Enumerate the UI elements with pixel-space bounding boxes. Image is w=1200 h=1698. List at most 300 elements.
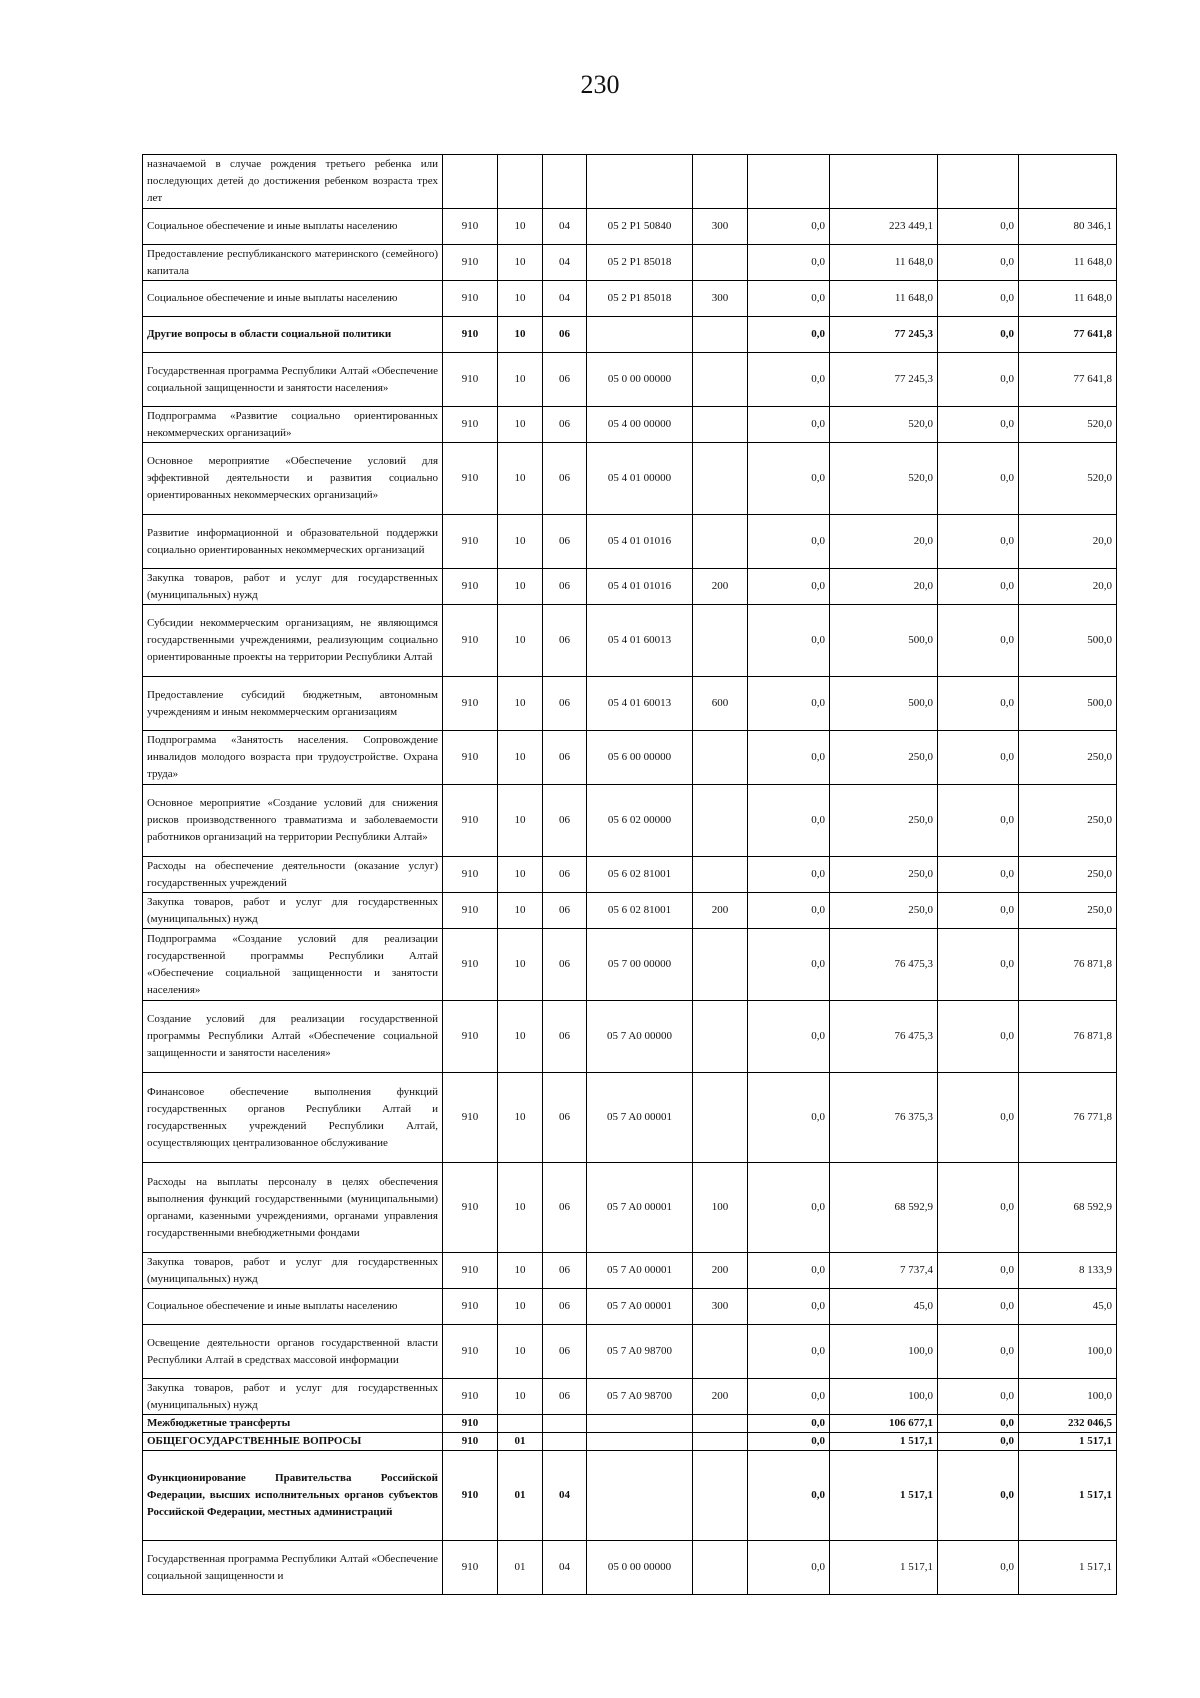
subsection-code: 06 bbox=[543, 677, 587, 731]
amount-col-2: 77 245,3 bbox=[830, 317, 938, 353]
amount-col-1: 0,0 bbox=[748, 569, 830, 605]
table-row bbox=[143, 1073, 1117, 1163]
amount-col-3: 0,0 bbox=[938, 857, 1019, 893]
target-article-code bbox=[587, 155, 693, 209]
amount-col-2: 100,0 bbox=[830, 1379, 938, 1415]
expense-type-code bbox=[693, 605, 748, 677]
amount-col-1: 0,0 bbox=[748, 1379, 830, 1415]
amount-col-2: 11 648,0 bbox=[830, 245, 938, 281]
amount-col-3: 0,0 bbox=[938, 1325, 1019, 1379]
amount-col-4: 11 648,0 bbox=[1019, 245, 1117, 281]
expense-type-code bbox=[693, 785, 748, 857]
target-article-code: 05 2 P1 85018 bbox=[587, 281, 693, 317]
amount-col-2: 1 517,1 bbox=[830, 1433, 938, 1451]
expense-type-code bbox=[693, 857, 748, 893]
target-article-code bbox=[587, 1433, 693, 1451]
item-name: Расходы на обеспечение деятельности (оказание услуг) государственных учреждений bbox=[143, 857, 443, 893]
amount-col-1: 0,0 bbox=[748, 893, 830, 929]
section-code: 10 bbox=[498, 1379, 543, 1415]
table-row bbox=[143, 1541, 1117, 1595]
item-name: Закупка товаров, работ и услуг для государственных (муниципальных) нужд bbox=[143, 1379, 443, 1415]
amount-col-3: 0,0 bbox=[938, 1433, 1019, 1451]
section-code: 10 bbox=[498, 1253, 543, 1289]
amount-col-2: 250,0 bbox=[830, 893, 938, 929]
section-code: 10 bbox=[498, 407, 543, 443]
amount-col-4: 80 346,1 bbox=[1019, 209, 1117, 245]
amount-col-4: 77 641,8 bbox=[1019, 353, 1117, 407]
amount-col-2: 76 475,3 bbox=[830, 1001, 938, 1073]
amount-col-2: 250,0 bbox=[830, 731, 938, 785]
expense-type-code bbox=[693, 929, 748, 1001]
subsection-code: 06 bbox=[543, 785, 587, 857]
target-article-code: 05 2 P1 50840 bbox=[587, 209, 693, 245]
amount-col-3: 0,0 bbox=[938, 317, 1019, 353]
target-article-code: 05 7 A0 00001 bbox=[587, 1073, 693, 1163]
section-code: 10 bbox=[498, 1073, 543, 1163]
section-code: 10 bbox=[498, 317, 543, 353]
section-code: 10 bbox=[498, 1325, 543, 1379]
expense-type-code bbox=[693, 1451, 748, 1541]
subsection-code: 06 bbox=[543, 1073, 587, 1163]
amount-col-3: 0,0 bbox=[938, 1415, 1019, 1433]
amount-col-3: 0,0 bbox=[938, 1289, 1019, 1325]
glav-code: 910 bbox=[443, 893, 498, 929]
item-name: Подпрограмма «Создание условий для реализации государственной программы Республики Алтай «Обеспечение социальной защищенности и занятости населения» bbox=[143, 929, 443, 1001]
item-name: Социальное обеспечение и иные выплаты населению bbox=[143, 1289, 443, 1325]
expense-type-code bbox=[693, 731, 748, 785]
item-name: Межбюджетные трансферты bbox=[143, 1415, 443, 1433]
amount-col-4: 20,0 bbox=[1019, 569, 1117, 605]
expense-type-code: 300 bbox=[693, 209, 748, 245]
amount-col-3: 0,0 bbox=[938, 407, 1019, 443]
expense-type-code bbox=[693, 317, 748, 353]
glav-code: 910 bbox=[443, 1289, 498, 1325]
section-code: 10 bbox=[498, 1001, 543, 1073]
target-article-code: 05 6 02 00000 bbox=[587, 785, 693, 857]
amount-col-1: 0,0 bbox=[748, 1073, 830, 1163]
amount-col-1: 0,0 bbox=[748, 857, 830, 893]
amount-col-2: 520,0 bbox=[830, 443, 938, 515]
section-code: 01 bbox=[498, 1451, 543, 1541]
amount-col-4: 100,0 bbox=[1019, 1379, 1117, 1415]
table-row bbox=[143, 857, 1117, 893]
subsection-code: 04 bbox=[543, 281, 587, 317]
section-code: 10 bbox=[498, 893, 543, 929]
section-code: 10 bbox=[498, 245, 543, 281]
section-code: 10 bbox=[498, 281, 543, 317]
amount-col-3: 0,0 bbox=[938, 929, 1019, 1001]
glav-code: 910 bbox=[443, 605, 498, 677]
section-code: 10 bbox=[498, 857, 543, 893]
table-body bbox=[143, 155, 1117, 1595]
amount-col-1: 0,0 bbox=[748, 443, 830, 515]
amount-col-2: 76 375,3 bbox=[830, 1073, 938, 1163]
glav-code: 910 bbox=[443, 1541, 498, 1595]
expense-type-code: 100 bbox=[693, 1163, 748, 1253]
section-code: 10 bbox=[498, 785, 543, 857]
amount-col-2: 106 677,1 bbox=[830, 1415, 938, 1433]
amount-col-4: 1 517,1 bbox=[1019, 1541, 1117, 1595]
item-name: Создание условий для реализации государственной программы Республики Алтай «Обеспечение социальной защищенности и занятости населения» bbox=[143, 1001, 443, 1073]
amount-col-3: 0,0 bbox=[938, 1451, 1019, 1541]
subsection-code: 06 bbox=[543, 1289, 587, 1325]
amount-col-4: 76 871,8 bbox=[1019, 929, 1117, 1001]
expense-type-code bbox=[693, 245, 748, 281]
amount-col-4: 77 641,8 bbox=[1019, 317, 1117, 353]
amount-col-4: 250,0 bbox=[1019, 857, 1117, 893]
amount-col-1: 0,0 bbox=[748, 1415, 830, 1433]
item-name: Государственная программа Республики Алтай «Обеспечение социальной защищенности и занятости населения» bbox=[143, 353, 443, 407]
target-article-code bbox=[587, 1451, 693, 1541]
glav-code: 910 bbox=[443, 569, 498, 605]
section-code: 10 bbox=[498, 605, 543, 677]
subsection-code: 04 bbox=[543, 1451, 587, 1541]
table-row bbox=[143, 1415, 1117, 1433]
glav-code: 910 bbox=[443, 1379, 498, 1415]
table-row bbox=[143, 785, 1117, 857]
glav-code: 910 bbox=[443, 785, 498, 857]
glav-code: 910 bbox=[443, 1325, 498, 1379]
glav-code: 910 bbox=[443, 353, 498, 407]
expense-type-code bbox=[693, 1541, 748, 1595]
item-name: Развитие информационной и образовательной поддержки социально ориентированных некоммерческих организаций bbox=[143, 515, 443, 569]
amount-col-1 bbox=[748, 155, 830, 209]
amount-col-1: 0,0 bbox=[748, 1451, 830, 1541]
amount-col-2: 223 449,1 bbox=[830, 209, 938, 245]
amount-col-4: 11 648,0 bbox=[1019, 281, 1117, 317]
amount-col-3: 0,0 bbox=[938, 893, 1019, 929]
table-row bbox=[143, 281, 1117, 317]
amount-col-4: 520,0 bbox=[1019, 443, 1117, 515]
section-code: 10 bbox=[498, 677, 543, 731]
target-article-code: 05 7 A0 00001 bbox=[587, 1163, 693, 1253]
section-code: 10 bbox=[498, 443, 543, 515]
glav-code: 910 bbox=[443, 929, 498, 1001]
amount-col-3: 0,0 bbox=[938, 353, 1019, 407]
amount-col-4: 76 871,8 bbox=[1019, 1001, 1117, 1073]
expense-type-code bbox=[693, 155, 748, 209]
table-row bbox=[143, 209, 1117, 245]
section-code: 10 bbox=[498, 515, 543, 569]
target-article-code: 05 6 02 81001 bbox=[587, 893, 693, 929]
subsection-code: 04 bbox=[543, 209, 587, 245]
table-row bbox=[143, 677, 1117, 731]
expense-type-code bbox=[693, 407, 748, 443]
amount-col-1: 0,0 bbox=[748, 515, 830, 569]
expense-type-code bbox=[693, 353, 748, 407]
target-article-code: 05 0 00 00000 bbox=[587, 353, 693, 407]
glav-code: 910 bbox=[443, 443, 498, 515]
target-article-code: 05 6 00 00000 bbox=[587, 731, 693, 785]
amount-col-3: 0,0 bbox=[938, 1001, 1019, 1073]
amount-col-3: 0,0 bbox=[938, 569, 1019, 605]
section-code bbox=[498, 155, 543, 209]
amount-col-3: 0,0 bbox=[938, 1379, 1019, 1415]
item-name: Основное мероприятие «Обеспечение условий для эффективной деятельности и развития социально ориентированных некоммерческих организаций» bbox=[143, 443, 443, 515]
amount-col-2: 520,0 bbox=[830, 407, 938, 443]
glav-code: 910 bbox=[443, 1073, 498, 1163]
amount-col-3: 0,0 bbox=[938, 245, 1019, 281]
amount-col-1: 0,0 bbox=[748, 1541, 830, 1595]
glav-code: 910 bbox=[443, 515, 498, 569]
item-name: Закупка товаров, работ и услуг для государственных (муниципальных) нужд bbox=[143, 1253, 443, 1289]
item-name: Предоставление республиканского материнского (семейного) капитала bbox=[143, 245, 443, 281]
glav-code: 910 bbox=[443, 857, 498, 893]
table-row bbox=[143, 731, 1117, 785]
item-name: Освещение деятельности органов государственной власти Республики Алтай в средствах массовой информации bbox=[143, 1325, 443, 1379]
table-row bbox=[143, 1253, 1117, 1289]
amount-col-3: 0,0 bbox=[938, 281, 1019, 317]
amount-col-3: 0,0 bbox=[938, 1253, 1019, 1289]
amount-col-4 bbox=[1019, 155, 1117, 209]
item-name: Государственная программа Республики Алтай «Обеспечение социальной защищенности и bbox=[143, 1541, 443, 1595]
table-row bbox=[143, 1451, 1117, 1541]
amount-col-3: 0,0 bbox=[938, 209, 1019, 245]
table-row bbox=[143, 1433, 1117, 1451]
expense-type-code bbox=[693, 1433, 748, 1451]
item-name: назначаемой в случае рождения третьего ребенка или последующих детей до достижения ребенком возраста трех лет bbox=[143, 155, 443, 209]
table-row bbox=[143, 245, 1117, 281]
target-article-code bbox=[587, 317, 693, 353]
item-name: Функционирование Правительства Российской Федерации, высших исполнительных органов субъектов Российской Федерации, местных администраций bbox=[143, 1451, 443, 1541]
amount-col-2: 250,0 bbox=[830, 785, 938, 857]
amount-col-2: 45,0 bbox=[830, 1289, 938, 1325]
amount-col-2: 20,0 bbox=[830, 569, 938, 605]
amount-col-4: 250,0 bbox=[1019, 731, 1117, 785]
glav-code bbox=[443, 155, 498, 209]
amount-col-1: 0,0 bbox=[748, 1289, 830, 1325]
subsection-code: 06 bbox=[543, 1001, 587, 1073]
expense-type-code: 200 bbox=[693, 1379, 748, 1415]
amount-col-1: 0,0 bbox=[748, 1163, 830, 1253]
table-row bbox=[143, 893, 1117, 929]
amount-col-4: 1 517,1 bbox=[1019, 1451, 1117, 1541]
amount-col-2: 7 737,4 bbox=[830, 1253, 938, 1289]
target-article-code: 05 2 P1 85018 bbox=[587, 245, 693, 281]
expense-type-code bbox=[693, 1415, 748, 1433]
amount-col-4: 520,0 bbox=[1019, 407, 1117, 443]
amount-col-3 bbox=[938, 155, 1019, 209]
amount-col-3: 0,0 bbox=[938, 1073, 1019, 1163]
expense-type-code bbox=[693, 515, 748, 569]
expense-type-code: 200 bbox=[693, 893, 748, 929]
item-name: Расходы на выплаты персоналу в целях обеспечения выполнения функций государственными (муниципальными) органами, казенными учреждениями, органами управления государственными внебюджетными фондами bbox=[143, 1163, 443, 1253]
target-article-code: 05 4 01 60013 bbox=[587, 605, 693, 677]
amount-col-1: 0,0 bbox=[748, 407, 830, 443]
section-code: 10 bbox=[498, 209, 543, 245]
amount-col-2: 77 245,3 bbox=[830, 353, 938, 407]
table-row bbox=[143, 407, 1117, 443]
item-name: ОБЩЕГОСУДАРСТВЕННЫЕ ВОПРОСЫ bbox=[143, 1433, 443, 1451]
amount-col-2: 20,0 bbox=[830, 515, 938, 569]
item-name: Основное мероприятие «Создание условий для снижения рисков производственного травматизма и заболеваемости работников организаций на территории Республики Алтай» bbox=[143, 785, 443, 857]
amount-col-2: 100,0 bbox=[830, 1325, 938, 1379]
amount-col-1: 0,0 bbox=[748, 245, 830, 281]
item-name: Социальное обеспечение и иные выплаты населению bbox=[143, 209, 443, 245]
expense-type-code bbox=[693, 1001, 748, 1073]
glav-code: 910 bbox=[443, 209, 498, 245]
amount-col-2 bbox=[830, 155, 938, 209]
table-row bbox=[143, 155, 1117, 209]
table-row bbox=[143, 353, 1117, 407]
table-row bbox=[143, 515, 1117, 569]
glav-code: 910 bbox=[443, 1163, 498, 1253]
subsection-code: 06 bbox=[543, 353, 587, 407]
glav-code: 910 bbox=[443, 1253, 498, 1289]
glav-code: 910 bbox=[443, 281, 498, 317]
section-code: 10 bbox=[498, 929, 543, 1001]
amount-col-3: 0,0 bbox=[938, 605, 1019, 677]
amount-col-2: 500,0 bbox=[830, 677, 938, 731]
subsection-code: 04 bbox=[543, 245, 587, 281]
subsection-code: 06 bbox=[543, 1379, 587, 1415]
amount-col-4: 100,0 bbox=[1019, 1325, 1117, 1379]
amount-col-4: 250,0 bbox=[1019, 893, 1117, 929]
amount-col-3: 0,0 bbox=[938, 677, 1019, 731]
table-row bbox=[143, 929, 1117, 1001]
subsection-code: 06 bbox=[543, 857, 587, 893]
item-name: Подпрограмма «Развитие социально ориентированных некоммерческих организаций» bbox=[143, 407, 443, 443]
expense-type-code bbox=[693, 1325, 748, 1379]
amount-col-1: 0,0 bbox=[748, 605, 830, 677]
section-code bbox=[498, 1415, 543, 1433]
item-name: Подпрограмма «Занятость населения. Сопровождение инвалидов молодого возраста при трудоустройстве. Охрана труда» bbox=[143, 731, 443, 785]
section-code: 10 bbox=[498, 1289, 543, 1325]
amount-col-4: 68 592,9 bbox=[1019, 1163, 1117, 1253]
section-code: 01 bbox=[498, 1541, 543, 1595]
section-code: 01 bbox=[498, 1433, 543, 1451]
subsection-code: 06 bbox=[543, 929, 587, 1001]
glav-code: 910 bbox=[443, 1451, 498, 1541]
expense-type-code: 200 bbox=[693, 569, 748, 605]
glav-code: 910 bbox=[443, 317, 498, 353]
expense-type-code: 300 bbox=[693, 281, 748, 317]
amount-col-4: 232 046,5 bbox=[1019, 1415, 1117, 1433]
amount-col-1: 0,0 bbox=[748, 1325, 830, 1379]
expense-type-code bbox=[693, 1073, 748, 1163]
amount-col-4: 45,0 bbox=[1019, 1289, 1117, 1325]
subsection-code: 06 bbox=[543, 515, 587, 569]
glav-code: 910 bbox=[443, 245, 498, 281]
item-name: Закупка товаров, работ и услуг для государственных (муниципальных) нужд bbox=[143, 893, 443, 929]
budget-table bbox=[142, 154, 1117, 1595]
glav-code: 910 bbox=[443, 1415, 498, 1433]
amount-col-1: 0,0 bbox=[748, 317, 830, 353]
expense-type-code: 300 bbox=[693, 1289, 748, 1325]
target-article-code: 05 4 01 00000 bbox=[587, 443, 693, 515]
target-article-code: 05 7 A0 00001 bbox=[587, 1253, 693, 1289]
amount-col-3: 0,0 bbox=[938, 515, 1019, 569]
amount-col-2: 250,0 bbox=[830, 857, 938, 893]
table-row bbox=[143, 1289, 1117, 1325]
page-number: 230 bbox=[580, 70, 620, 99]
amount-col-2: 1 517,1 bbox=[830, 1451, 938, 1541]
subsection-code bbox=[543, 1415, 587, 1433]
subsection-code: 06 bbox=[543, 893, 587, 929]
section-code: 10 bbox=[498, 353, 543, 407]
target-article-code: 05 6 02 81001 bbox=[587, 857, 693, 893]
subsection-code: 06 bbox=[543, 317, 587, 353]
amount-col-2: 68 592,9 bbox=[830, 1163, 938, 1253]
amount-col-4: 1 517,1 bbox=[1019, 1433, 1117, 1451]
amount-col-1: 0,0 bbox=[748, 1253, 830, 1289]
section-code: 10 bbox=[498, 569, 543, 605]
amount-col-2: 11 648,0 bbox=[830, 281, 938, 317]
amount-col-3: 0,0 bbox=[938, 1163, 1019, 1253]
glav-code: 910 bbox=[443, 1001, 498, 1073]
target-article-code: 05 7 A0 00001 bbox=[587, 1289, 693, 1325]
subsection-code: 06 bbox=[543, 443, 587, 515]
subsection-code: 04 bbox=[543, 1541, 587, 1595]
amount-col-1: 0,0 bbox=[748, 785, 830, 857]
target-article-code: 05 0 00 00000 bbox=[587, 1541, 693, 1595]
amount-col-4: 20,0 bbox=[1019, 515, 1117, 569]
expense-type-code bbox=[693, 443, 748, 515]
amount-col-1: 0,0 bbox=[748, 929, 830, 1001]
subsection-code: 06 bbox=[543, 731, 587, 785]
expense-type-code: 600 bbox=[693, 677, 748, 731]
section-code: 10 bbox=[498, 731, 543, 785]
table-row bbox=[143, 1001, 1117, 1073]
amount-col-2: 76 475,3 bbox=[830, 929, 938, 1001]
amount-col-3: 0,0 bbox=[938, 443, 1019, 515]
amount-col-4: 76 771,8 bbox=[1019, 1073, 1117, 1163]
target-article-code: 05 7 A0 98700 bbox=[587, 1379, 693, 1415]
item-name: Закупка товаров, работ и услуг для государственных (муниципальных) нужд bbox=[143, 569, 443, 605]
table-row bbox=[143, 317, 1117, 353]
amount-col-1: 0,0 bbox=[748, 1001, 830, 1073]
target-article-code: 05 4 00 00000 bbox=[587, 407, 693, 443]
amount-col-4: 8 133,9 bbox=[1019, 1253, 1117, 1289]
target-article-code: 05 4 01 60013 bbox=[587, 677, 693, 731]
item-name: Другие вопросы в области социальной политики bbox=[143, 317, 443, 353]
amount-col-1: 0,0 bbox=[748, 1433, 830, 1451]
amount-col-1: 0,0 bbox=[748, 731, 830, 785]
glav-code: 910 bbox=[443, 407, 498, 443]
amount-col-1: 0,0 bbox=[748, 677, 830, 731]
target-article-code: 05 4 01 01016 bbox=[587, 515, 693, 569]
amount-col-3: 0,0 bbox=[938, 1541, 1019, 1595]
subsection-code: 06 bbox=[543, 1163, 587, 1253]
amount-col-2: 1 517,1 bbox=[830, 1541, 938, 1595]
amount-col-2: 500,0 bbox=[830, 605, 938, 677]
amount-col-1: 0,0 bbox=[748, 209, 830, 245]
amount-col-4: 500,0 bbox=[1019, 677, 1117, 731]
glav-code: 910 bbox=[443, 677, 498, 731]
subsection-code: 06 bbox=[543, 1325, 587, 1379]
subsection-code: 06 bbox=[543, 1253, 587, 1289]
table-row bbox=[143, 1379, 1117, 1415]
amount-col-3: 0,0 bbox=[938, 785, 1019, 857]
table-row bbox=[143, 1163, 1117, 1253]
target-article-code: 05 7 A0 98700 bbox=[587, 1325, 693, 1379]
subsection-code bbox=[543, 155, 587, 209]
target-article-code bbox=[587, 1415, 693, 1433]
glav-code: 910 bbox=[443, 731, 498, 785]
subsection-code: 06 bbox=[543, 569, 587, 605]
amount-col-3: 0,0 bbox=[938, 731, 1019, 785]
table-row bbox=[143, 605, 1117, 677]
subsection-code: 06 bbox=[543, 605, 587, 677]
item-name: Предоставление субсидий бюджетным, автономным учреждениям и иным некоммерческим организациям bbox=[143, 677, 443, 731]
table-row bbox=[143, 569, 1117, 605]
item-name: Субсидии некоммерческим организациям, не являющимся государственными учреждениями, реализующим социально ориентированные проекты на территории Республики Алтай bbox=[143, 605, 443, 677]
glav-code: 910 bbox=[443, 1433, 498, 1451]
amount-col-4: 500,0 bbox=[1019, 605, 1117, 677]
amount-col-1: 0,0 bbox=[748, 353, 830, 407]
table-row bbox=[143, 443, 1117, 515]
item-name: Социальное обеспечение и иные выплаты населению bbox=[143, 281, 443, 317]
